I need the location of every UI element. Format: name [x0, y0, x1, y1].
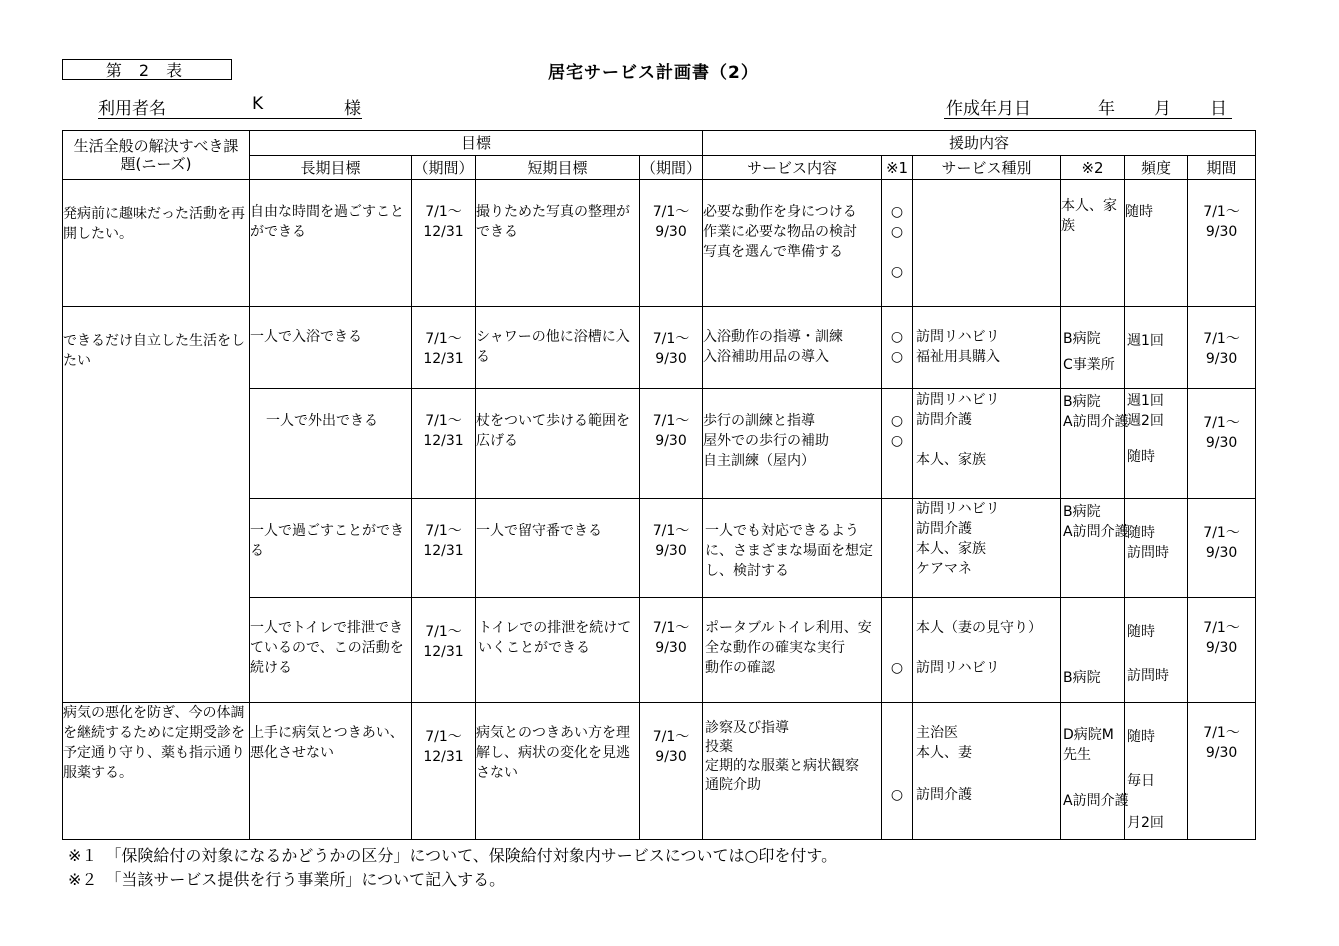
mark1-cell: ○ ○ — [882, 307, 913, 389]
short-period-cell: 7/1～ 9/30 — [640, 307, 703, 389]
service-content-cell: 診察及び指導 投薬 定期的な服薬と病状観察 通院介助 — [703, 702, 882, 839]
service-type-cell: 訪問リハビリ 訪問介護 本人、家族 ケアマネ — [913, 499, 1061, 597]
short-period-cell: 7/1～ 9/30 — [640, 597, 703, 702]
table-row — [63, 307, 1256, 389]
service-type-cell — [913, 180, 1061, 307]
short-goal-header: 短期目標 — [476, 156, 640, 180]
long-period-cell: 7/1～ 12/31 — [412, 499, 476, 597]
service-type-cell: 訪問リハビリ 福祉用具購入 — [913, 307, 1061, 389]
service-content-header: サービス内容 — [703, 156, 882, 180]
long-period-cell: 7/1～ 12/31 — [412, 180, 476, 307]
short-goal-cell: トイレでの排泄を続けていくことができる — [476, 597, 640, 702]
service-content-cell: 一人でも対応できるように、さまざまな場面を想定し、検討する — [703, 499, 882, 597]
service-type-cell: 本人（妻の見守り） 訪問リハビリ — [913, 597, 1061, 702]
need-cell: できるだけ自立した生活をしたい — [63, 307, 250, 703]
short-period-header: （期間） — [640, 156, 703, 180]
long-period-cell: 7/1～ 12/31 — [412, 597, 476, 702]
needs-header: 生活全般の解決すべき課題(ニーズ) — [63, 131, 250, 180]
short-goal-cell: 撮りためた写真の整理ができる — [476, 180, 640, 307]
provider-cell: B病院 A訪問介護 — [1061, 389, 1125, 499]
assistance-header: 援助内容 — [703, 131, 1256, 156]
frequency-header: 頻度 — [1125, 156, 1188, 180]
provider-cell: D病院M 先生 A訪問介護 — [1061, 702, 1125, 839]
duration-cell: 7/1～ 9/30 — [1188, 702, 1256, 839]
user-name: K — [252, 94, 264, 114]
mark1-cell: ○ — [882, 597, 913, 702]
user-label: 利用者名 — [98, 99, 166, 119]
long-goal-cell: 一人で入浴できる — [250, 307, 412, 389]
short-period-cell: 7/1～ 9/30 — [640, 702, 703, 839]
form-number: 第 2 表 — [62, 59, 232, 80]
long-goal-cell: 自由な時間を過ごすことができる — [250, 180, 412, 307]
service-type-cell: 主治医 本人、妻 訪問介護 — [913, 702, 1061, 839]
long-goal-cell: 一人で外出できる — [250, 389, 412, 499]
long-period-cell: 7/1～ 12/31 — [412, 389, 476, 499]
service-content-cell: 入浴動作の指導・訓練 入浴補助用品の導入 — [703, 307, 882, 389]
day-label: 日 — [1210, 99, 1227, 119]
service-content-cell: 必要な動作を身につける 作業に必要な物品の検討 写真を選んで準備する — [703, 180, 882, 307]
provider-cell: B病院 C事業所 — [1061, 307, 1125, 389]
long-goal-cell: 一人でトイレで排泄できているので、この活動を続ける — [250, 597, 412, 702]
service-type-header: サービス種別 — [913, 156, 1061, 180]
mark1-cell: ○ ○ ○ — [882, 180, 913, 307]
long-goal-header: 長期目標 — [250, 156, 412, 180]
footnote-1: ※１ 「保険給付の対象になるかどうかの区分」について、保険給付対象内サービスについては○印を付す。 — [68, 846, 838, 865]
duration-cell: 7/1～ 9/30 — [1188, 499, 1256, 597]
created-label: 作成年月日 — [946, 99, 1031, 119]
short-period-cell: 7/1～ 9/30 — [640, 180, 703, 307]
mark2-header: ※2 — [1061, 156, 1125, 180]
long-goal-cell: 一人で過ごすことができる — [250, 499, 412, 597]
duration-cell: 7/1～ 9/30 — [1188, 389, 1256, 499]
service-type-cell: 訪問リハビリ 訪問介護 本人、家族 — [913, 389, 1061, 499]
table-row — [63, 180, 1256, 307]
mark1-cell: ○ — [882, 702, 913, 839]
frequency-cell: 随時 訪問時 — [1125, 597, 1188, 702]
provider-cell: 本人、家族 — [1061, 180, 1125, 307]
created-date-row — [944, 94, 1232, 119]
year-label: 年 — [1098, 99, 1115, 119]
honorific: 様 — [344, 99, 361, 119]
short-goal-cell: 一人で留守番できる — [476, 499, 640, 597]
duration-cell: 7/1～ 9/30 — [1188, 180, 1256, 307]
provider-cell: B病院 — [1061, 597, 1125, 702]
duration-header: 期間 — [1188, 156, 1256, 180]
short-goal-cell: シャワーの他に浴槽に入る — [476, 307, 640, 389]
long-period-cell: 7/1～ 12/31 — [412, 702, 476, 839]
duration-cell: 7/1～ 9/30 — [1188, 597, 1256, 702]
duration-cell: 7/1～ 9/30 — [1188, 307, 1256, 389]
frequency-cell: 週1回 週2回 随時 — [1125, 389, 1188, 499]
provider-cell: B病院 A訪問介護 — [1061, 499, 1125, 597]
need-cell: 発病前に趣味だった活動を再開したい。 — [63, 180, 250, 307]
mark1-header: ※1 — [882, 156, 913, 180]
table-row — [63, 702, 1256, 839]
service-content-cell: 歩行の訓練と指導 屋外での歩行の補助 自主訓練（屋内） — [703, 389, 882, 499]
frequency-cell: 週1回 — [1125, 307, 1188, 389]
frequency-cell: 随時 訪問時 — [1125, 499, 1188, 597]
mark1-cell: ○ ○ — [882, 389, 913, 499]
long-period-cell: 7/1～ 12/31 — [412, 307, 476, 389]
short-period-cell: 7/1～ 9/30 — [640, 389, 703, 499]
goals-header: 目標 — [250, 131, 703, 156]
short-goal-cell: 杖をついて歩ける範囲を広げる — [476, 389, 640, 499]
need-cell: 病気の悪化を防ぎ、今の体調を継続するために定期受診を予定通り守り、薬も指示通り服薬する。 — [63, 702, 250, 839]
care-plan-table — [62, 130, 1256, 840]
mark1-cell — [882, 499, 913, 597]
service-content-cell: ポータブルトイレ利用、安全な動作の確実な実行 動作の確認 — [703, 597, 882, 702]
short-period-cell: 7/1～ 9/30 — [640, 499, 703, 597]
document-title: 居宅サービス計画書（2） — [548, 63, 759, 83]
long-goal-cell: 上手に病気とつきあい、悪化させない — [250, 702, 412, 839]
long-period-header: （期間） — [412, 156, 476, 180]
user-name-row — [98, 94, 362, 119]
footnote-2: ※２ 「当該サービス提供を行う事業所」について記入する。 — [68, 870, 506, 889]
short-goal-cell: 病気とのつきあい方を理解し、病状の変化を見逃さない — [476, 702, 640, 839]
month-label: 月 — [1154, 99, 1171, 119]
frequency-cell: 随時 毎日 月2回 — [1125, 702, 1188, 839]
frequency-cell: 随時 — [1125, 180, 1188, 307]
